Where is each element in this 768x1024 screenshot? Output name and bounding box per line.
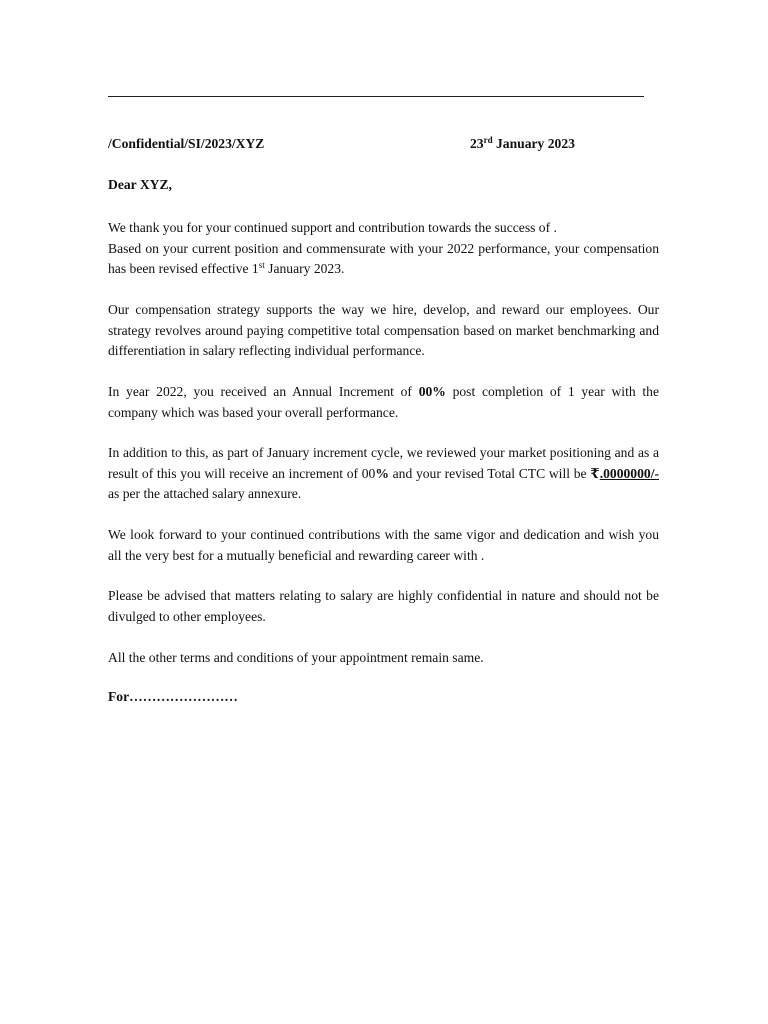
paragraph-thanks xyxy=(108,218,659,280)
paragraph-annual-increment xyxy=(108,382,659,423)
market-increment-text: In addition to this, as part of January increment cycle, we reviewed your market positioning and as a result of this you will receive an increment of 00 xyxy=(108,445,659,481)
market-increment-percent: % xyxy=(375,465,389,481)
paragraph-market-increment xyxy=(108,443,659,505)
revision-date-rest: January 2023. xyxy=(264,261,345,276)
annual-increment-text: In year 2022, you received an Annual Increment of xyxy=(108,384,419,399)
paragraph-future: We look forward to your continued contributions with the same vigor and dedication and wish you all the very best for a mutually beneficial and rewarding career with . xyxy=(108,527,659,563)
annual-increment-value: 00% xyxy=(418,384,446,399)
rupee-symbol: ₹ xyxy=(590,465,600,481)
paragraph-confidentiality: Please be advised that matters relating to salary are highly confidential in nature and should not be divulged to other employees. xyxy=(108,588,659,624)
reference-number: /Confidential/SI/2023/XYZ xyxy=(108,136,265,151)
thanks-line: We thank you for your continued support and contribution towards the success of . xyxy=(108,220,557,235)
date-day: 23 xyxy=(470,136,484,151)
date-month-year: January 2023 xyxy=(492,136,575,151)
revision-date-suffix: st xyxy=(258,260,265,270)
revision-text: Based on your current position and commensurate with your 2022 performance, your compensation has been revised effective 1 xyxy=(108,240,659,276)
paragraph-strategy: Our compensation strategy supports the way we hire, develop, and reward our employees. Our strategy revolves around paying competitive total compensation based on market benchmarking and differentiation in salary reflecting individual performance. xyxy=(108,302,659,358)
letterhead-rule xyxy=(108,96,644,97)
annual-increment-rest: post completion of 1 year with the company which was based your overall performance. xyxy=(108,384,659,420)
annexure-text: as per the attached salary annexure. xyxy=(108,486,302,501)
revised-ctc-amount: .0000000/- xyxy=(599,465,659,481)
paragraph-terms: All the other terms and conditions of your appointment remain same. xyxy=(108,650,484,665)
letter-date xyxy=(470,136,575,152)
revised-ctc-text: and your revised Total CTC will be xyxy=(388,465,591,481)
sign-off: For…………………… xyxy=(108,689,238,704)
salutation: Dear XYZ, xyxy=(108,177,172,192)
date-suffix: rd xyxy=(483,135,493,145)
